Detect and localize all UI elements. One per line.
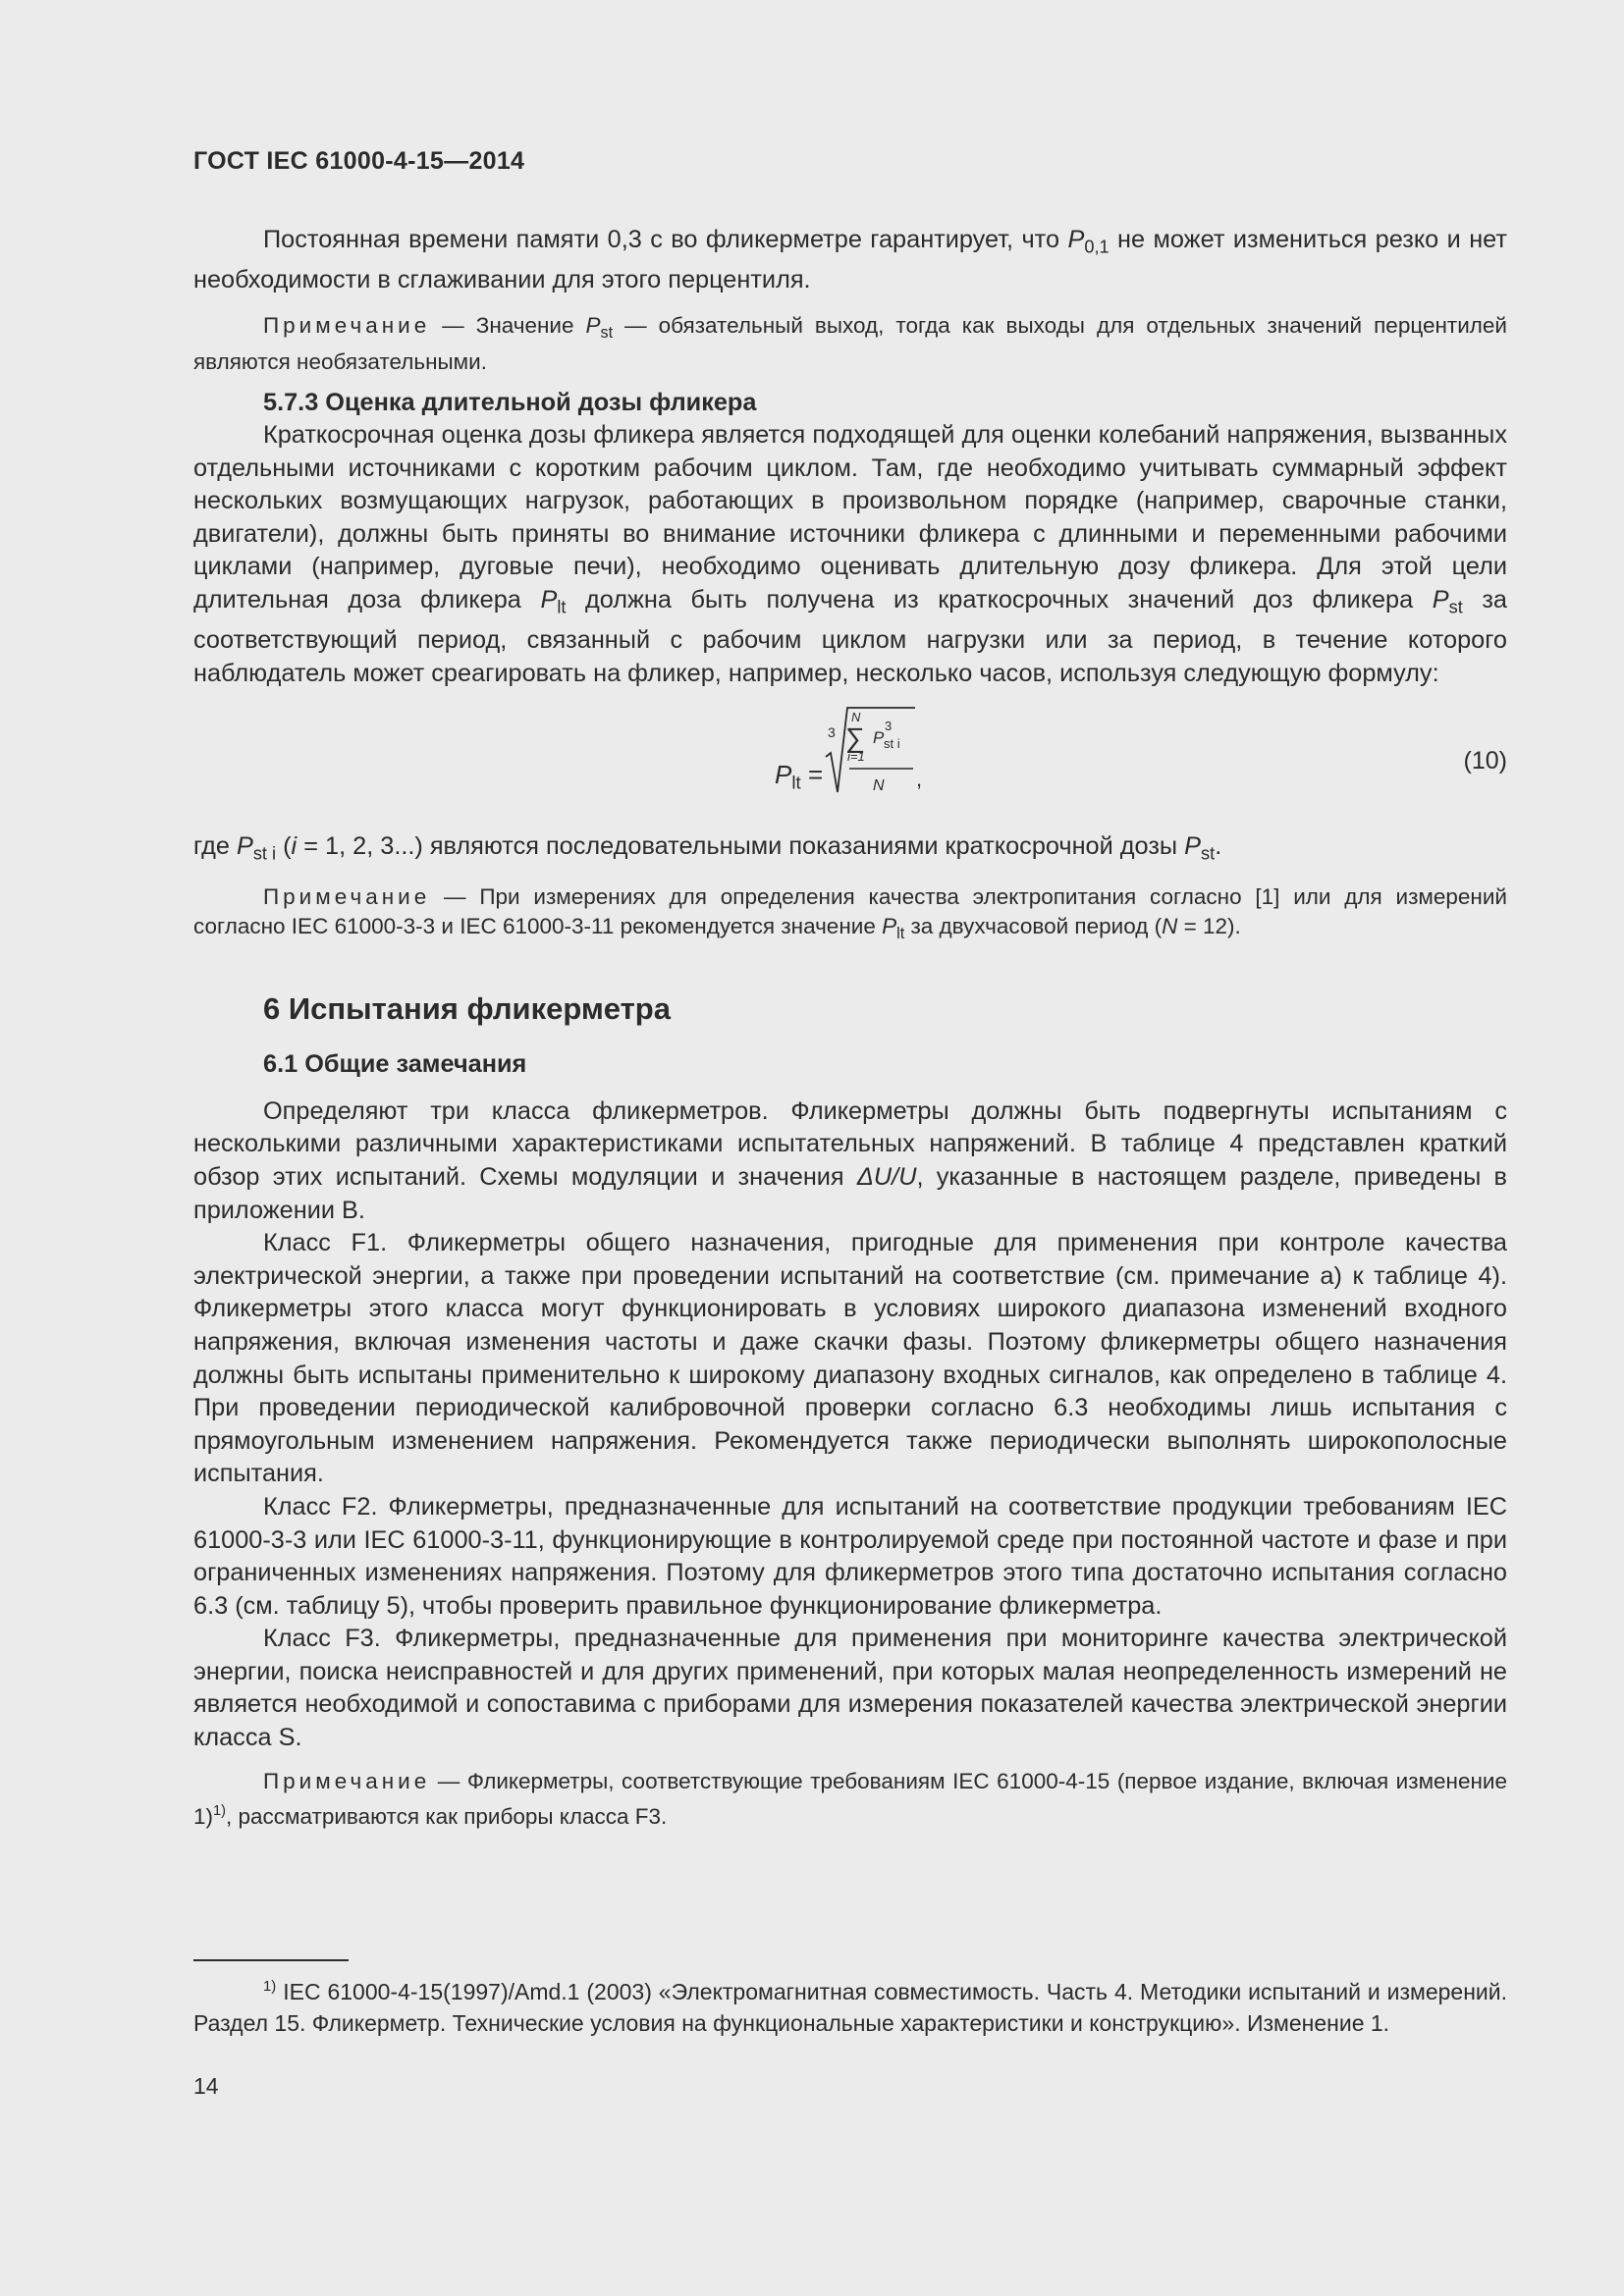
note-plt-two-hours: Примечание — При измерениях для определения качества электропитания согласно [1] или для измерений согласно IEC 61000-3-3 и IEC 61000-3-11 рекомендуется значение $P_{lt}$ за двухчасовой период (N = 12). (193, 884, 1507, 943)
formula-number: (10) (1463, 747, 1507, 775)
sum-upper-limit: N (851, 710, 861, 725)
paragraph-long-term-flicker: Краткосрочная оценка дозы фликера является подходящей для оценки колебаний напряжения, вызванных отдельными источниками с коротким рабочим циклом. Там, где необходимо учитывать суммарный эффект нескольких возмущающих нагрузок, работающих в произвольном порядке (например, сварочные станки, двигатели), должны быть приняты во внимание источники фликера с длинными и переменными рабочими циклами (например, дуговые печи), необходимо оценивать длительную дозу фликера. Для этой цели длительная доза фликера $P_{lt}$ должна быть получена из краткосрочных значений доз фликера $P_{st}$ за соответствующий период, связанный с рабочим циклом нагрузки или за период, в течение которого наблюдатель может среагировать на фликер, например, несколько часов, используя следующую формулу: (193, 421, 1507, 687)
paragraph-class-f2: Класс F2. Фликерметры, предназначенные для испытаний на соответствие продукции требованиям IEC 61000-3-3 или IEC 61000-3-11, функционирующие в контролируемой среде при постоянной частоте и фазе и при ограниченных изменениях напряжения. Поэтому для фликерметров этого типа достаточно испытания согласно 6.3 (см. таблицу 5), чтобы проверить правильное функционирование фликерметра. (193, 1492, 1507, 1620)
denominator: N (873, 777, 885, 795)
sum-lower-limit: i=1 (847, 749, 865, 765)
section-heading-6: 6 Испытания фликерметра (263, 991, 671, 1027)
paragraph-three-classes: Определяют три класса фликерметров. Фликерметры должны быть подвергнуты испытаниям с несколькими различными характеристиками испытательных напряжений. В таблице 4 представлен краткий обзор этих испытаний. Схемы модуляции и значения ΔU/U, указанные в настоящем разделе, приведены в приложении B. (193, 1096, 1507, 1224)
paragraph-class-f3: Класс F3. Фликерметры, предназначенные для применения при мониторинге качества электрической энергии, поиска неисправностей и для других применений, при которых малая неопределенность измерений не является необходимой и сопоставима с приборами для измерения показателей качества электрической энергии класса S. (193, 1625, 1507, 1752)
root-index: 3 (828, 724, 836, 741)
formula-10 (193, 704, 1507, 827)
formula-lhs: $P_{lt}$ = (775, 760, 824, 793)
document-header: ГОСТ IEC 61000-4-15—2014 (193, 147, 525, 175)
section-heading-5-7-3: 5.7.3 Оценка длительной дозы фликера (263, 388, 757, 416)
page-number: 14 (193, 2073, 219, 2099)
paragraph-class-f1: Класс F1. Фликерметры общего назначения, пригодные для применения при контроле качества электрической энергии, а также при проведении испытаний на соответствие (см. примечание а) к таблице 4). Фликерметры этого класса могут функционировать в условиях широкого диапазона изменений входного напряжения, включая изменения частоты и даже скачки фазы. Поэтому фликерметры общего назначения должны быть испытаны применительно к широкому диапазону входных сигналов, как определено в таблице 4. При проведении периодической калибровочной проверки согласно 6.3 необходимы лишь испытания с прямоугольным изменением напряжения. Рекомендуется также периодически выполнять широкополосные испытания. (193, 1229, 1507, 1488)
summand-symbol: P (873, 728, 885, 748)
formula-comma: , (916, 767, 923, 792)
footnote: $^{1)}$ IEC 61000-4-15(1997)/Amd.1 (2003) «Электромагнитная совместимость. Часть 4. Методики испытаний и измерений. Раздел 15. Фликерметр. Технические условия на функциональные характеристики и конструкцию». Изменение 1. (193, 1978, 1507, 2036)
cube-root-expression (822, 704, 959, 812)
paragraph-memory-constant: Постоянная времени памяти 0,3 с во фликерметре гарантирует, что $P_{0,1}$ не может измениться резко и нет необходимости в сглаживании для этого перцентиля. (193, 226, 1508, 294)
footnote-separator (193, 1959, 349, 1961)
document-body (193, 224, 1507, 1831)
note-pst-output: Примечание — Значение $P_{st}$ — обязательный выход, тогда как выходы для отдельных значений перцентилей являются необязательными. (193, 312, 1507, 374)
summand-exponent: 3 (885, 719, 893, 734)
note-class-f3-legacy: Примечание — Фликерметры, соответствующие требованиям IEC 61000-4-15 (первое издание, включая изменение 1)$^{1)}$, рассматриваются как приборы класса F3. (193, 1768, 1507, 1829)
paragraph-where-pst: где $P_{st i}$ (i = 1, 2, 3...) являются последовательными показаниями краткосрочной дозы $P_{st}$. (193, 832, 1222, 864)
summand-subscript: st i (884, 736, 900, 752)
summation-sign: ∑ (845, 722, 865, 754)
radical-sign (826, 708, 915, 795)
section-heading-6-1: 6.1 Общие замечания (263, 1050, 527, 1079)
